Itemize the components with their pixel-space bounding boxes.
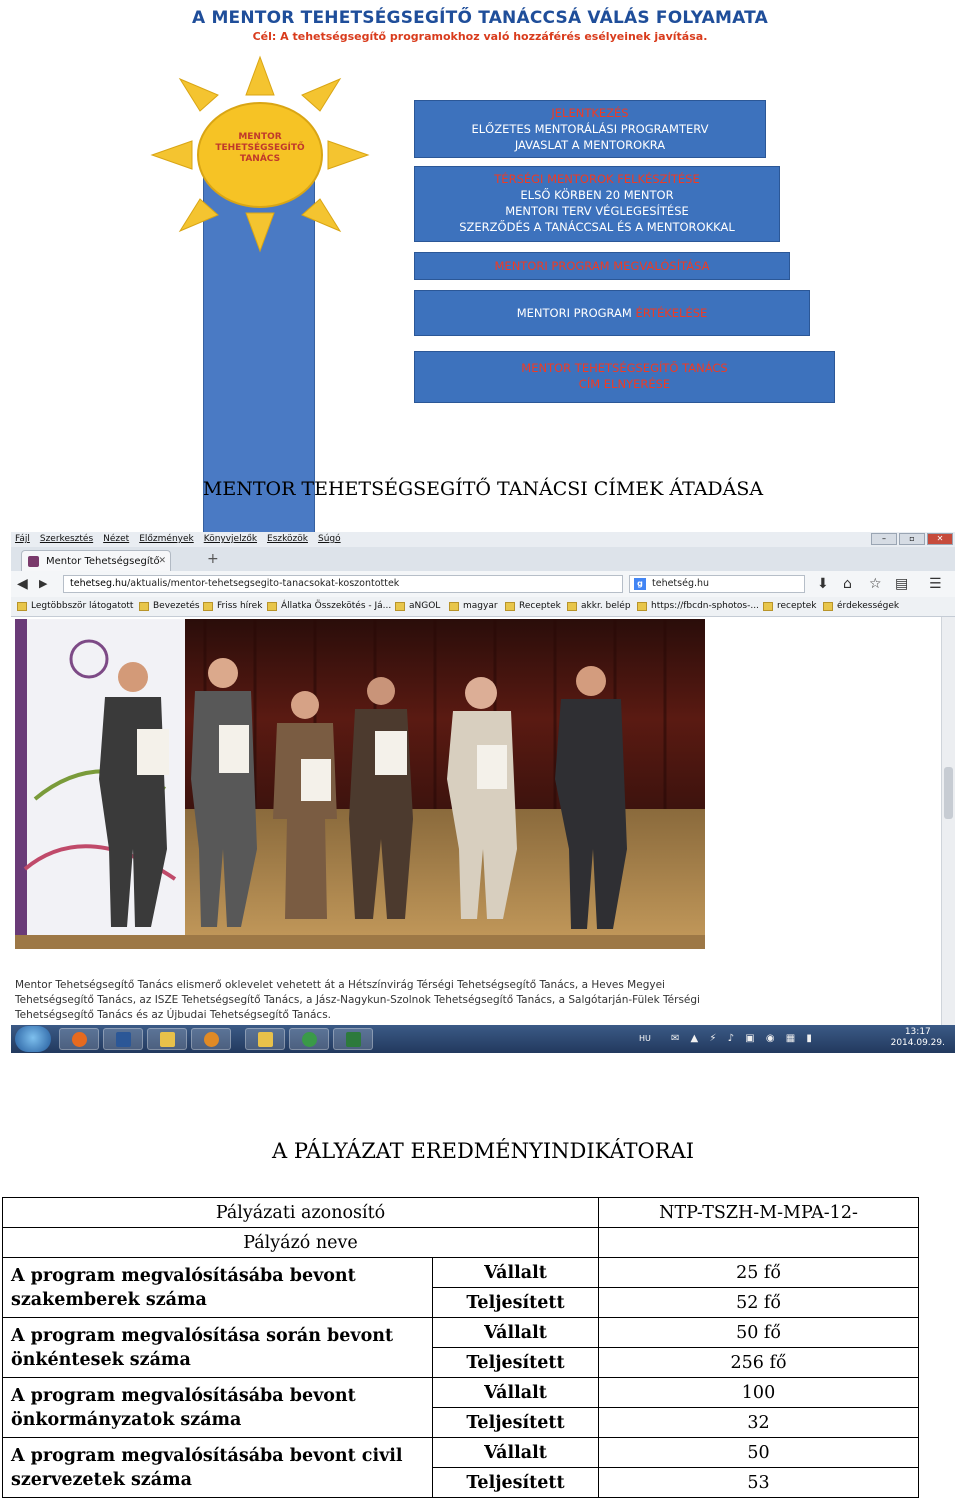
achieved-value: 256 fő [599,1348,919,1378]
step-application [414,100,766,158]
scrollbar-thumb[interactable] [944,767,953,819]
taskbar-chrome-icon[interactable] [289,1028,329,1050]
search-box[interactable] [629,575,805,593]
step-line: ELŐZETES MENTORÁLÁSI PROGRAMTERV [471,122,709,136]
search-text: tehetség.hu [652,578,710,589]
tray-icons[interactable]: ✉ ▲ ⚡ ♪ ▣ ◉ ▦ ▮ [671,1033,816,1044]
step-line: JELENTKEZÉS [551,106,629,120]
step-line: MENTOR TEHETSÉGSEGÍTŐ TANÁCS [521,361,728,375]
id-label: Pályázati azonosító [3,1198,599,1228]
tray-date: 2014.09.29. [890,1038,945,1048]
section-caption: MENTOR TEHETSÉGSEGÍTŐ TANÁCSI CÍMEK ÁTADÁSA [202,478,764,500]
step-line: SZERZŐDÉS A TANÁCCSAL ÉS A MENTOROKKAL [459,220,735,234]
bookmark-item[interactable]: Receptek [505,600,561,613]
step-mentor-training [414,166,780,242]
table-row [3,1438,919,1468]
bookmark-item[interactable]: Bevezetés [139,600,200,613]
id-value: NTP-TSZH-M-MPA-12- [599,1198,919,1228]
bookmark-item[interactable]: aNGOL [395,600,440,613]
menu-bar [11,532,955,547]
step-line: TÉRSÉGI MENTOROK FELKÉSZÍTÉSE [494,172,700,186]
sun-label-line: TEHETSÉGSEGÍTŐ [215,143,305,153]
achieved-value: 32 [599,1408,919,1438]
taskbar-explorer-icon[interactable] [147,1028,187,1050]
back-icon[interactable]: ◀ [17,576,28,592]
start-button-icon[interactable] [15,1026,51,1052]
new-tab-icon[interactable]: + [207,551,219,567]
menu-item-history[interactable]: Előzmények [139,534,194,544]
bookmark-item[interactable]: magyar [449,600,498,613]
tab-bar [11,547,955,571]
step-implementation [414,252,790,280]
indicator-label: A program megvalósításába bevont civil szervezetek száma [3,1438,433,1498]
web-page [11,617,955,1025]
committed-label: Vállalt [433,1378,599,1408]
tab-title: Mentor Tehetségsegítő [46,556,160,567]
name-value [599,1228,919,1258]
vertical-scrollbar[interactable] [941,617,955,1025]
committed-value: 25 fő [599,1258,919,1288]
taskbar-word-icon[interactable] [103,1028,143,1050]
step-line: MENTORI TERV VÉGLEGESÍTÉSE [505,204,689,218]
committed-label: Vállalt [433,1258,599,1288]
bookmark-item[interactable]: akkr. belép [567,600,631,613]
bookmark-item[interactable]: Állatka Összekötés - Já... [267,600,391,613]
favicon-icon [28,556,39,567]
menu-item-tools[interactable]: Eszközök [267,534,308,544]
achieved-label: Teljesített [433,1408,599,1438]
window-controls [871,533,953,545]
menu-item-help[interactable]: Súgó [317,534,341,544]
forward-icon[interactable]: ▶ [39,577,48,590]
photo-graphic [15,619,705,949]
tray-language[interactable]: HU [639,1034,651,1043]
sun-label [200,132,320,165]
url-path: /aktualis/mentor-tehetsegsegito-tanacsokat-koszontottek [127,578,400,589]
indicator-label: A program megvalósításába bevont önkormányzatok száma [3,1378,433,1438]
table-row [3,1198,919,1228]
maximize-button[interactable]: ▫ [899,533,925,545]
tab-close-icon[interactable]: ✕ [158,556,166,566]
menu-item-view[interactable]: Nézet [103,534,130,544]
bookmark-item[interactable]: Legtöbbször látogatott [17,600,133,613]
taskbar-media-icon[interactable] [191,1028,231,1050]
bookmarks-bar [11,597,955,617]
bookmark-item[interactable]: érdekességek [823,600,899,613]
photo-caption: Mentor Tehetségsegítő Tanács elismerő oklevelet vehetett át a Hétszínvirág Térségi Tehetségsegítő Tanács, a Heves Megyei Tehetségsegítő Tanács, az ISZE Tehetségsegítő Tanács, a Jász-Nagykun-Szolnok Tehetségsegítő Tanács, a Salgótarján-Fülek Térségi Tehetségsegítő Tanács és az Újbudai Tehetségsegítő Tanács. [15,979,700,1021]
menu-item-file[interactable]: Fájl [15,534,30,544]
step-line: ELSŐ KÖRBEN 20 MENTOR [520,188,674,202]
committed-label: Vállalt [433,1438,599,1468]
achieved-label: Teljesített [433,1348,599,1378]
download-icon[interactable]: ⬇ [817,576,829,592]
hamburger-menu-icon[interactable]: ☰ [929,576,942,592]
step-text-white: MENTORI PROGRAM [516,306,636,320]
bookmark-item[interactable]: receptek [763,600,817,613]
award-ceremony-photo [15,619,705,949]
achieved-value: 53 [599,1468,919,1498]
step-evaluation [414,290,810,336]
bookmark-item[interactable]: https://fbcdn-sphotos-... [637,600,759,613]
step-text-red: ÉRTÉKELÉSE [635,306,708,320]
table-row [3,1228,919,1258]
browser-screenshot [11,532,955,1053]
tray-clock[interactable] [891,1027,945,1049]
tray-time: 13:17 [904,1027,931,1037]
committed-label: Vállalt [433,1318,599,1348]
achieved-label: Teljesített [433,1288,599,1318]
sun-label-line: MENTOR [238,132,282,142]
diagram-subtitle: Cél: A tehetségsegítő programokhoz való hozzáférés esélyeinek javítása. [252,30,708,43]
navigation-bar [11,571,955,597]
indicators-title: A PÁLYÁZAT EREDMÉNYINDIKÁTORAI [271,1139,695,1163]
diagram-title: A MENTOR TEHETSÉGSEGÍTŐ TANÁCCSÁ VÁLÁS FOLYAMATA [191,8,769,28]
committed-value: 50 [599,1438,919,1468]
indicator-label: A program megvalósításába bevont szakemberek száma [3,1258,433,1318]
achieved-value: 52 fő [599,1288,919,1318]
url-domain: tehetseg.hu [70,578,128,589]
close-button[interactable]: ✕ [927,533,953,545]
achieved-label: Teljesített [433,1468,599,1498]
tab-active[interactable] [21,550,171,571]
bookmark-item[interactable]: Friss hírek [203,600,262,613]
google-icon: g [634,578,646,590]
table-row [3,1378,919,1408]
menu-item-edit[interactable]: Szerkesztés [39,534,94,544]
taskbar-excel-icon[interactable] [333,1028,373,1050]
indicator-label: A program megvalósítása során bevont önkéntesek száma [3,1318,433,1378]
name-label: Pályázó neve [3,1228,599,1258]
taskbar-mail-icon[interactable] [245,1028,285,1050]
step-line: CÍM ELNYERÉSE [578,377,671,391]
table-row [3,1258,919,1288]
step-title-award [414,351,835,403]
indicators-table [2,1197,919,1498]
taskbar-firefox-icon[interactable] [59,1028,99,1050]
menu-item-bookmarks[interactable]: Könyvjelzők [203,534,258,544]
table-row [3,1318,919,1348]
star-icon[interactable]: ☆ [869,576,882,592]
step-line: JAVASLAT A MENTOROKRA [514,138,666,152]
sun-label-line: TANÁCS [239,154,281,164]
step-line: MENTORI PROGRAM MEGVALÓSÍTÁSA [494,259,710,273]
taskbar [11,1025,955,1053]
committed-value: 100 [599,1378,919,1408]
library-icon[interactable]: ▤ [895,576,909,592]
committed-value: 50 fő [599,1318,919,1348]
home-icon[interactable]: ⌂ [843,576,852,592]
address-bar[interactable] [63,575,623,593]
minimize-button[interactable]: – [871,533,897,545]
